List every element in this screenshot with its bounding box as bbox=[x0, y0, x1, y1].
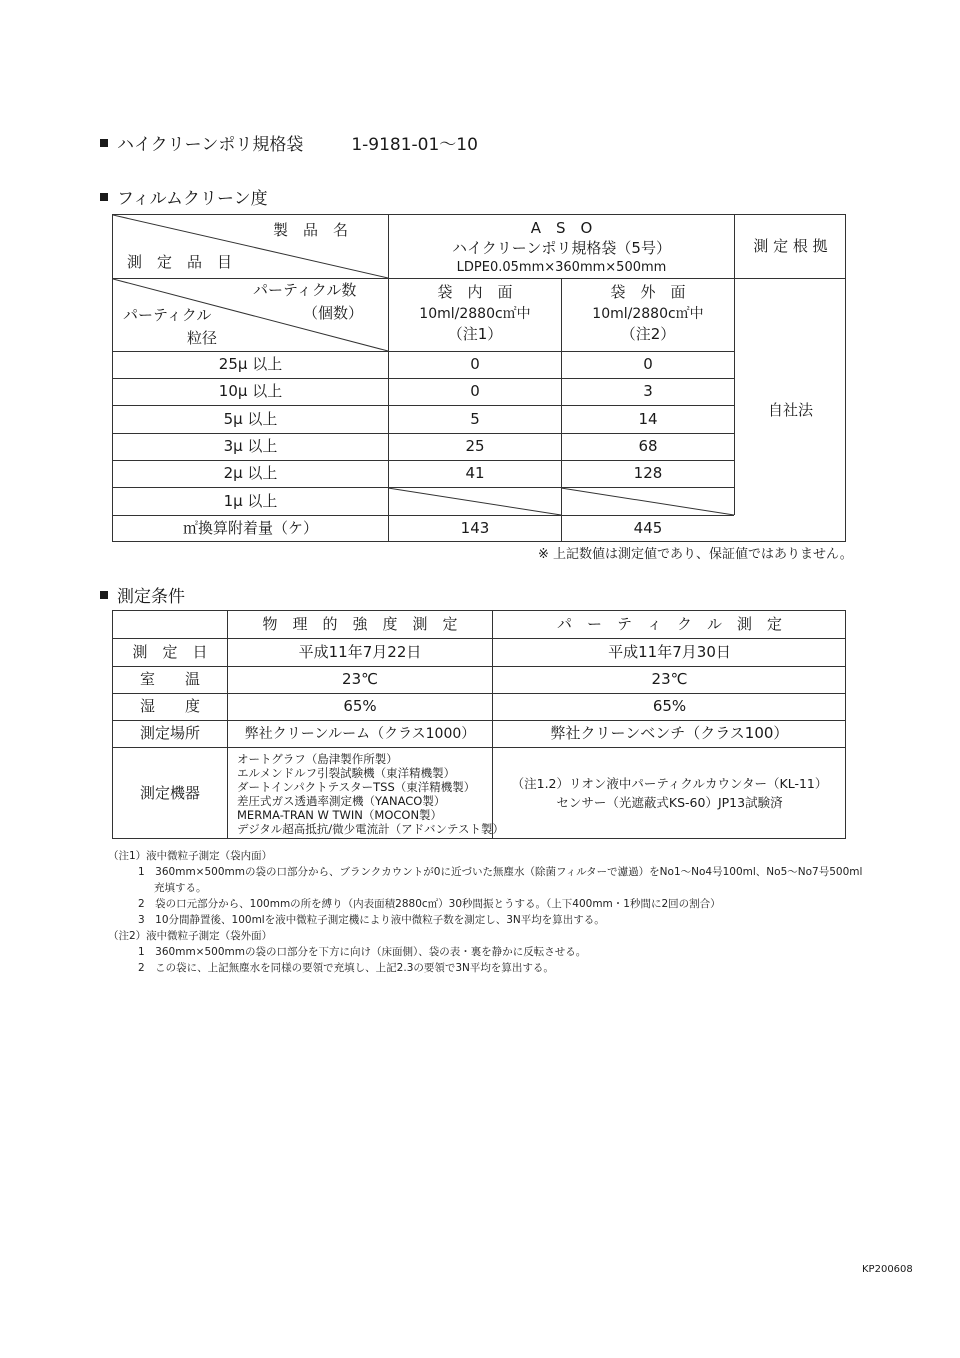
footnote-2-item-1: 1 360mm×500mmの袋の口部分を下方に向け（床面側）、袋の表・裏を静かに反転させる。 bbox=[138, 946, 587, 958]
bullet-square-icon bbox=[100, 591, 108, 599]
col-physical: 物 理 的 強 度 測 定 bbox=[262, 614, 458, 633]
particle-count-label: パーティクル数 bbox=[253, 281, 357, 299]
total-inner: 143 bbox=[460, 519, 490, 538]
physical-equipment-list: オートグラフ（島津製作所製） エルメンドルフ引裂試験機（東洋精機製） ダートインパクトテスターTSS（東洋精機製） 差圧式ガス透過率測定機（YANACO製） MERMA-TRAN W TWIN（MOCON製） デジタル超高抵抗/微少電流計（アドバンテスト製） bbox=[237, 751, 504, 837]
size-5: 5μ 以上 bbox=[223, 409, 278, 428]
product-name: ハイクリーンポリ規格袋 bbox=[117, 135, 304, 155]
label-location: 測定場所 bbox=[139, 724, 200, 743]
label-date: 測 定 日 bbox=[132, 642, 208, 661]
outer-5: 14 bbox=[638, 409, 658, 428]
page-code: KP200608 bbox=[862, 1264, 913, 1275]
col-particle: パ ー テ ィ ク ル 測 定 bbox=[556, 614, 782, 633]
clean-table bbox=[112, 214, 846, 542]
conditions-table bbox=[112, 610, 846, 839]
product-description: A S O ハイクリーンポリ規格袋（5号） LDPE0.05mm×360mm×500mm bbox=[452, 219, 671, 275]
particle-humidity: 65% bbox=[652, 697, 687, 716]
size-10: 10μ 以上 bbox=[218, 382, 283, 401]
bullet-square-icon bbox=[100, 139, 108, 147]
footnote-2-title: （注2）液中微粒子測定（袋外面） bbox=[108, 930, 273, 942]
header-product-name: 製 品 名 bbox=[273, 221, 349, 239]
header-measure-item: 測 定 品 目 bbox=[127, 253, 233, 271]
count-unit-label: （個数） bbox=[303, 304, 364, 322]
basis-header: 測 定 根 拠 bbox=[753, 236, 828, 255]
size-label: 粒径 bbox=[187, 329, 218, 347]
footnote-1-item-1-cont: 充填する。 bbox=[154, 882, 207, 894]
basis-value: 自社法 bbox=[767, 400, 813, 419]
inner-surface-header: 袋 内 面 10ml/2880c㎡中 （注1） bbox=[419, 283, 531, 344]
size-25: 25μ 以上 bbox=[218, 355, 283, 374]
physical-date: 平成11年7月22日 bbox=[298, 642, 422, 661]
bullet-square-icon bbox=[100, 193, 108, 201]
inner-3: 25 bbox=[465, 437, 485, 456]
physical-temperature: 23℃ bbox=[342, 670, 378, 689]
particle-temperature: 23℃ bbox=[651, 670, 688, 689]
inner-25: 0 bbox=[470, 355, 480, 374]
table-note: ※ 上記数値は測定値であり、保証値ではありません。 bbox=[538, 547, 853, 562]
inner-5: 5 bbox=[470, 409, 480, 428]
conditions-heading: 測定条件 bbox=[100, 582, 185, 607]
footnote-1-item-2: 2 袋の口元部分から、100mmの所を縛り（内表面積2880c㎡）30秒間振とうする。（上下400mm・1秒間に2回の割合） bbox=[138, 898, 721, 910]
footnote-1-item-3: 3 10分間静置後、100mlを液中微粒子測定機により液中微粒子数を測定し、3N平均を算出する。 bbox=[138, 914, 605, 926]
total-outer: 445 bbox=[633, 519, 663, 538]
size-3: 3μ 以上 bbox=[223, 437, 278, 456]
label-equipment: 測定機器 bbox=[139, 783, 200, 802]
outer-2: 128 bbox=[633, 464, 663, 483]
outer-1 bbox=[562, 488, 734, 515]
outer-25: 0 bbox=[643, 355, 653, 374]
particle-location: 弊社クリーンベンチ（クラス100） bbox=[550, 724, 789, 743]
outer-3: 68 bbox=[638, 437, 658, 456]
particle-date: 平成11年7月30日 bbox=[608, 642, 731, 661]
size-1: 1μ 以上 bbox=[223, 491, 278, 510]
footnote-1-title: （注1）液中微粒子測定（袋内面） bbox=[108, 850, 273, 862]
product-code: 1-9181-01～10 bbox=[351, 135, 478, 155]
label-humidity: 湿 度 bbox=[139, 697, 200, 716]
label-temperature: 室 温 bbox=[139, 670, 200, 689]
physical-location: 弊社クリーンルーム（クラス1000） bbox=[244, 725, 476, 742]
particle-equipment-list: （注1.2）リオン液中パーティクルカウンター（KL-11） センサー（光遮蔽式KS-60）JP13試験済 bbox=[511, 775, 828, 810]
footnote-1-item-1: 1 360mm×500mmの袋の口部分から、ブランクカウントが0に近づいた無塵水（除菌フィルターで濾過）をNo1～No4号100ml、No5～No7号500ml bbox=[138, 866, 863, 878]
size-2: 2μ 以上 bbox=[223, 464, 278, 483]
physical-humidity: 65% bbox=[343, 697, 377, 716]
footnote-2-item-2: 2 この袋に、上記無塵水を同様の要領で充填し、上記2.3の要領で3N平均を算出する。 bbox=[138, 962, 554, 974]
inner-1 bbox=[389, 488, 561, 515]
particle-label: パーティクル bbox=[123, 306, 212, 324]
product-heading bbox=[100, 130, 478, 155]
total-label: ㎡換算附着量（ケ） bbox=[182, 519, 318, 538]
film-clean-heading: フィルムクリーン度 bbox=[100, 184, 268, 209]
inner-2: 41 bbox=[465, 464, 485, 483]
outer-surface-header: 袋 外 面 10ml/2880c㎡中 （注2） bbox=[592, 283, 704, 344]
outer-10: 3 bbox=[643, 382, 653, 401]
inner-10: 0 bbox=[470, 382, 480, 401]
